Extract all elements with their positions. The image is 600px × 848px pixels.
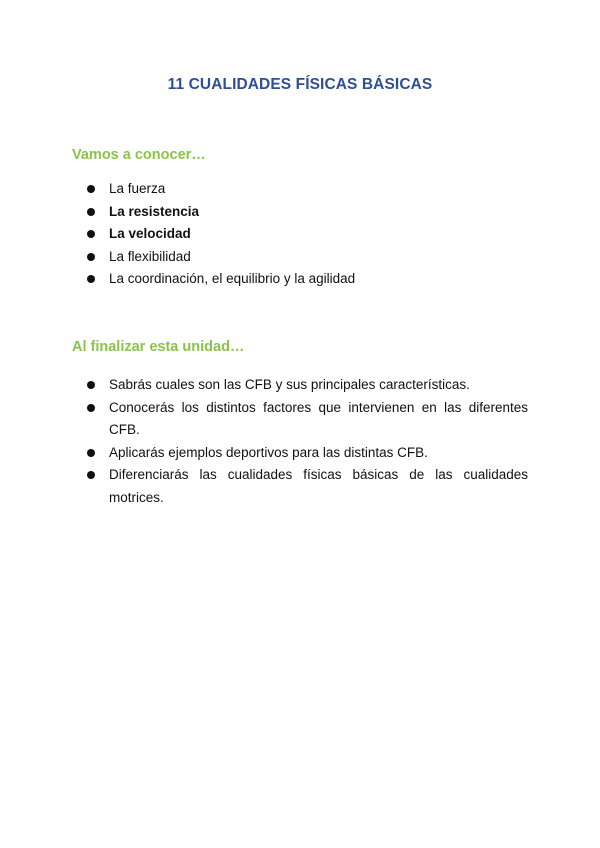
bullet-icon <box>87 471 95 479</box>
list-item <box>86 374 528 397</box>
objectives-list <box>86 374 528 509</box>
bullet-icon <box>87 230 95 238</box>
document-title: 11 CUALIDADES FÍSICAS BÁSICAS <box>167 76 433 93</box>
list-item-text: Diferenciarás las cualidades físicas básicas de las cualidades motrices. <box>109 467 528 505</box>
list-item-text: La fuerza <box>109 181 166 196</box>
bullet-icon <box>87 404 95 412</box>
list-item <box>86 397 528 442</box>
list-item-text: La resistencia <box>109 203 200 219</box>
list-item <box>86 246 526 269</box>
bullet-icon <box>87 208 95 216</box>
section-heading-vamos-a-conocer: Vamos a conocer… <box>72 147 206 163</box>
bullet-icon <box>87 381 95 389</box>
bullet-icon <box>87 275 95 283</box>
list-item <box>86 464 528 509</box>
list-item-text: La flexibilidad <box>109 248 191 264</box>
list-item <box>86 178 526 201</box>
list-item <box>86 268 526 291</box>
list-item <box>86 442 528 465</box>
section-heading-al-finalizar: Al finalizar esta unidad… <box>72 339 245 355</box>
list-item <box>86 223 526 246</box>
bullet-icon <box>87 185 95 193</box>
bullet-icon <box>87 449 95 457</box>
list-item-text: La velocidad <box>109 226 191 241</box>
list-item-text: Conocerás los distintos factores que intervienen en las diferentes CFB. <box>109 399 528 437</box>
bullet-icon <box>87 253 95 261</box>
list-item-text: Sabrás cuales son las CFB y sus principales características. <box>109 377 470 392</box>
list-item <box>86 201 526 224</box>
list-item-text: Aplicarás ejemplos deportivos para las distintas CFB. <box>109 444 428 460</box>
list-item-text: La coordinación, el equilibrio y la agilidad <box>109 271 356 286</box>
topics-list <box>86 178 526 291</box>
